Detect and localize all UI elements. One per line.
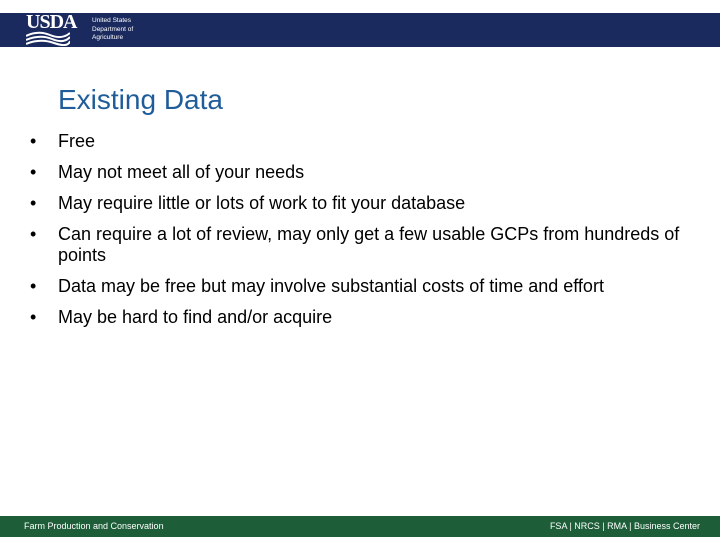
bullet-item [30, 276, 690, 297]
footer-right-text: FSA | NRCS | RMA | Business Center [549, 521, 700, 531]
footer-left-text: Farm Production and Conservation [24, 521, 164, 531]
agency-line: United States [92, 17, 132, 24]
bullet-item [30, 193, 690, 214]
bullet-marker: • [30, 131, 37, 151]
bullet-text: May not meet all of your needs [58, 162, 305, 182]
agency-line: Agriculture [92, 34, 124, 41]
bullet-text: Data may be free but may involve substantial costs of time and effort [58, 276, 604, 296]
bullet-marker: • [30, 162, 37, 182]
bullet-item [30, 307, 690, 328]
bullet-text: May be hard to find and/or acquire [58, 307, 333, 327]
usda-logo [26, 11, 77, 47]
bullet-item [30, 224, 690, 266]
slide-title: Existing Data [58, 84, 223, 115]
landscape-icon [26, 30, 70, 46]
bullet-item [30, 131, 690, 152]
bullet-marker: • [30, 224, 37, 244]
bullet-marker: • [30, 193, 37, 213]
bullet-text: May require little or lots of work to fit your database [58, 193, 466, 213]
bullet-item [30, 162, 690, 183]
agency-name [92, 17, 133, 43]
bullet-list [30, 131, 690, 338]
agency-line: Department of [92, 25, 134, 33]
header-bar [0, 13, 720, 47]
logo-text: USDA [26, 11, 77, 33]
bullet-marker: • [30, 307, 37, 327]
footer-bar [0, 516, 720, 537]
bullet-marker: • [30, 276, 37, 296]
bullet-text: Can require a lot of review, may only get a few usable GCPs from hundreds of points [58, 224, 680, 265]
bullet-text: Free [58, 131, 96, 151]
